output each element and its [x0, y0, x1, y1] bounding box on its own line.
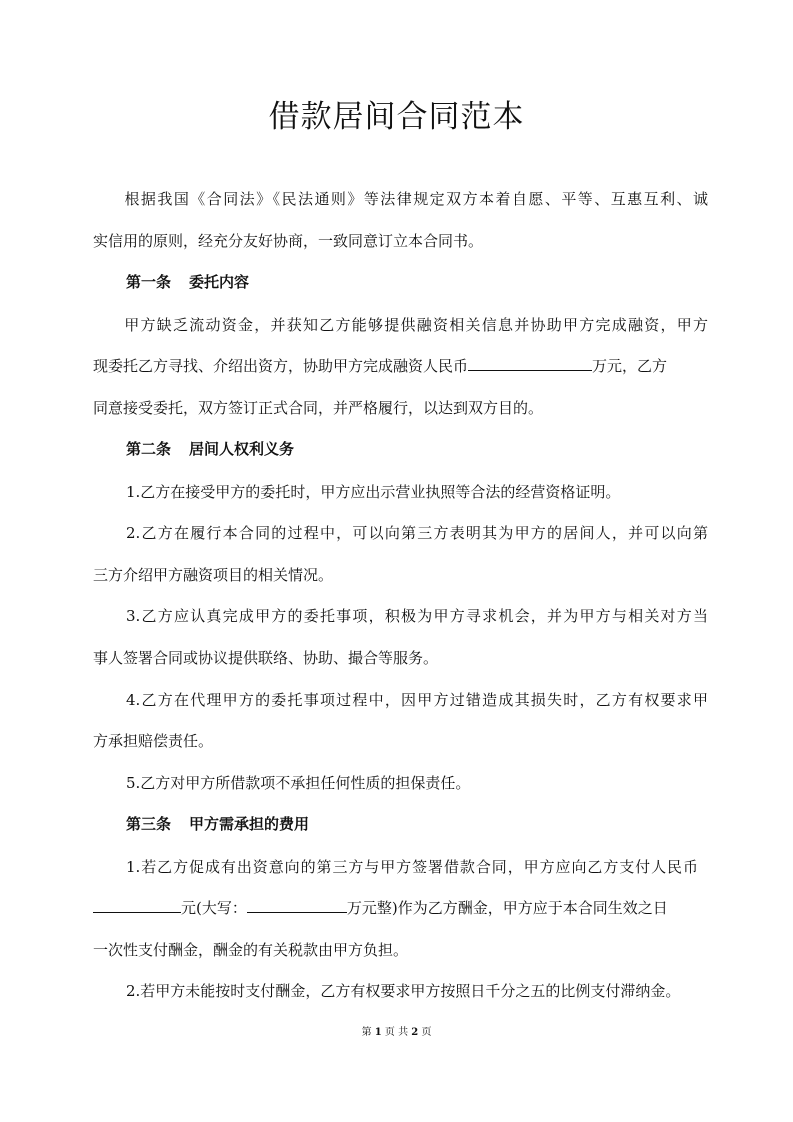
- article-3-heading: [126, 812, 686, 836]
- article-2-item-2-line-1: 2.乙方在履行本合同的过程中，可以向第三方表明其为甲方的居间人，并可以向第: [126, 524, 708, 542]
- intro-line-2: 实信用的原则，经充分友好协商，一致同意订立本合同书。: [93, 232, 484, 250]
- article-1-title: 委托内容: [189, 273, 250, 291]
- article-3-text-2b: 万元整)作为乙方酬金，甲方应于本合同生效之日: [346, 899, 668, 917]
- article-3-number: 第三条: [126, 815, 172, 833]
- intro-line-1: [93, 187, 708, 211]
- article-1-text-1: 甲方缺乏流动资金，并获知乙方能够提供融资相关信息并协助甲方完成融资，甲方: [123, 316, 708, 334]
- footer-suffix: 页: [421, 1027, 432, 1038]
- article-2-item-5: 5.乙方对甲方所借款项不承担任何性质的担保责任。: [126, 774, 471, 792]
- article-1-line-2: [93, 354, 708, 378]
- article-1-line-3: 同意接受委托，双方签订正式合同，并严格履行，以达到双方目的。: [93, 399, 544, 417]
- fee-amount-blank[interactable]: [93, 898, 181, 913]
- article-2-item-3-line-1: 3.乙方应认真完成甲方的委托事项，积极为甲方寻求机会，并为甲方与相关对方当: [126, 607, 708, 625]
- footer-middle: 页 共: [384, 1027, 409, 1038]
- fee-amount-words-blank[interactable]: [247, 898, 347, 913]
- amount-blank[interactable]: [468, 356, 592, 371]
- article-3-text-2a: 元(大写：: [181, 899, 247, 917]
- article-2-item-3-line-2: 事人签署合同或协议提供联络、协助、撮合等服务。: [93, 649, 439, 667]
- article-1-heading: [126, 270, 686, 294]
- article-2-item-2-line-2: 三方介绍甲方融资项目的相关情况。: [93, 566, 334, 584]
- article-1-line-1: [93, 313, 708, 337]
- total-pages-number: 2: [411, 1027, 419, 1038]
- footer-prefix: 第: [361, 1027, 372, 1038]
- article-1-number: 第一条: [126, 273, 172, 291]
- document-title: 借款居间合同范本: [268, 99, 525, 135]
- article-2-title: 居间人权利义务: [189, 440, 295, 458]
- article-2-item-4-line-1: 4.乙方在代理甲方的委托事项过程中，因甲方过错造成其损失时，乙方有权要求甲: [126, 691, 708, 709]
- article-3-title: 甲方需承担的费用: [189, 815, 310, 833]
- intro-text-1: 根据我国《合同法》《民法通则》等法律规定双方本着自愿、平等、互惠互利、诚: [123, 190, 708, 208]
- article-3-item-2: 2.若甲方未能按时支付酬金，乙方有权要求甲方按照日千分之五的比例支付滞纳金。: [126, 982, 681, 1000]
- article-3-item-1-line-3: 一次性支付酬金，酬金的有关税款由甲方负担。: [93, 941, 409, 959]
- article-1-text-2b: 万元，乙方: [592, 357, 668, 375]
- article-3-item-1-line-1: 1.若乙方促成有出资意向的第三方与甲方签署借款合同，甲方应向乙方支付人民币: [126, 858, 698, 876]
- article-2-heading: [126, 437, 686, 461]
- article-2-number: 第二条: [126, 440, 172, 458]
- article-2-item-1: 1.乙方在接受甲方的委托时，甲方应出示营业执照等合法的经营资格证明。: [126, 483, 621, 501]
- current-page-number: 1: [374, 1027, 382, 1038]
- article-2-item-4-line-2: 方承担赔偿责任。: [93, 732, 214, 750]
- article-1-text-2a: 现委托乙方寻找、介绍出资方，协助甲方完成融资人民币: [93, 357, 469, 375]
- page-footer: [0, 1025, 793, 1041]
- article-3-item-1-line-2: [93, 896, 708, 920]
